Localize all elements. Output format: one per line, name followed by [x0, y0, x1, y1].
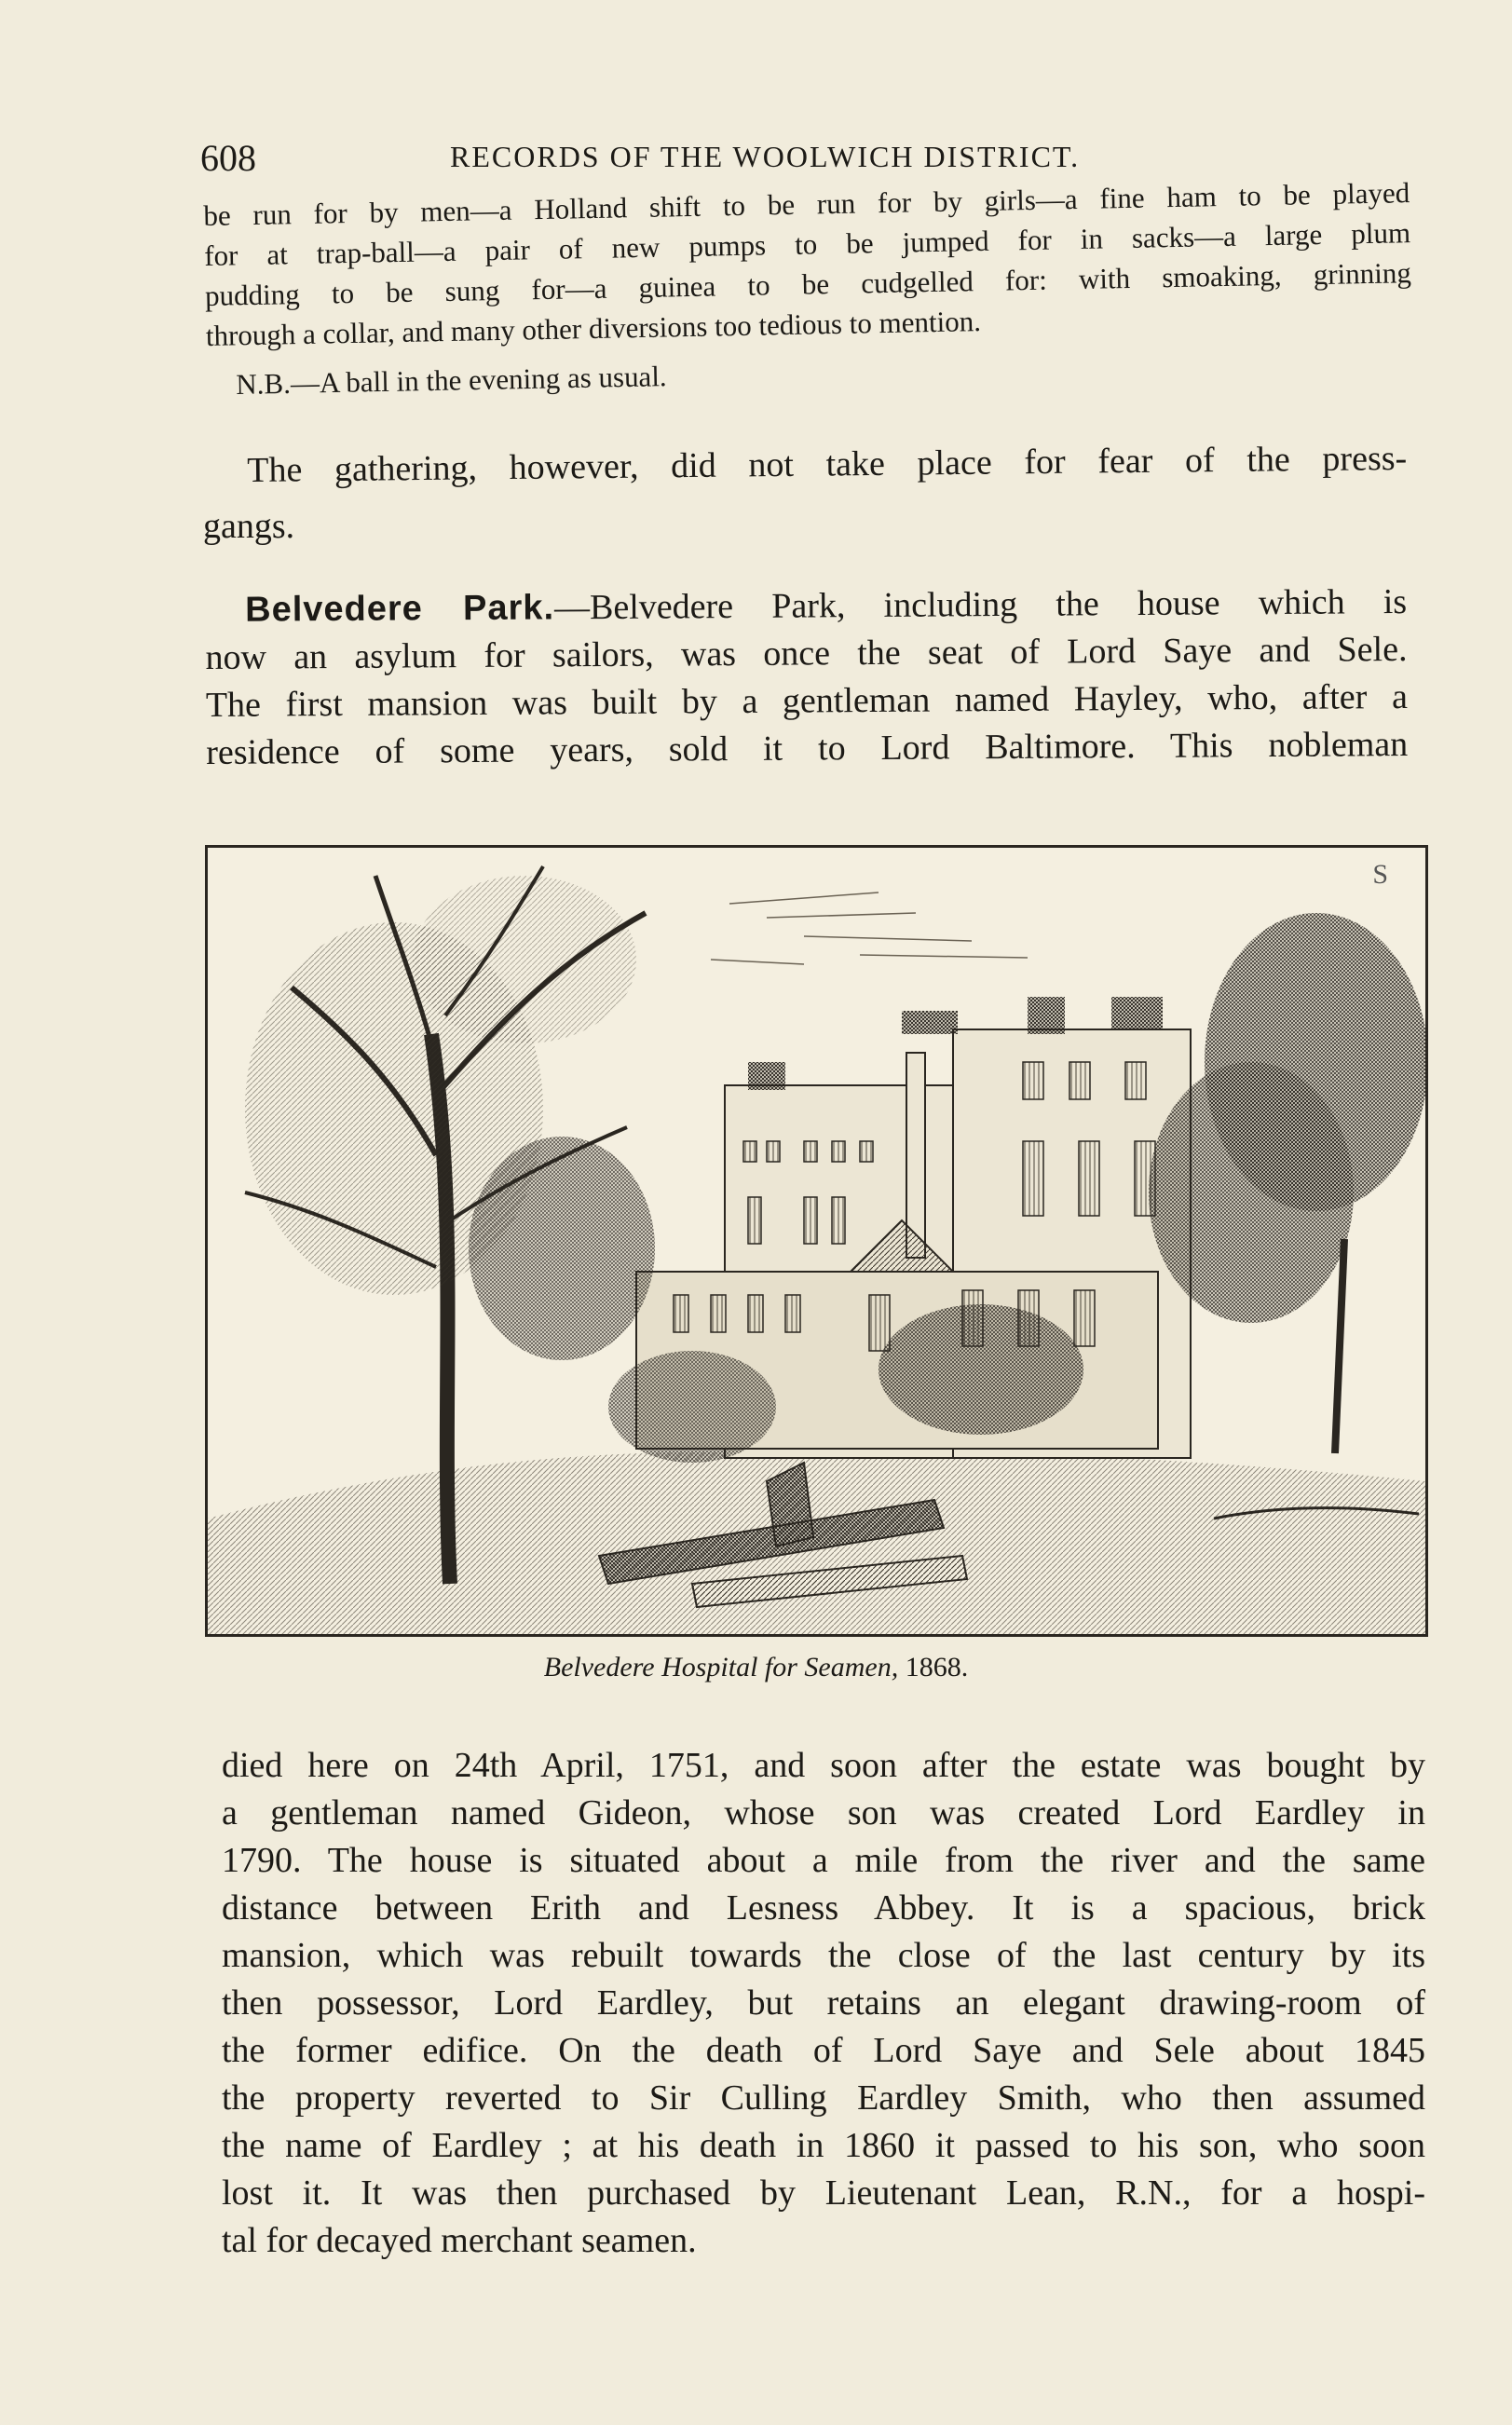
advertisement-line: through a collar, and many other diversions too tedious to mention.	[205, 305, 982, 352]
engraving-illustration	[208, 848, 1425, 1634]
paragraph-line: a gentleman named Gideon, whose son was created Lord Eardley in	[222, 1793, 1425, 1832]
paragraph-line: lost it. It was then purchased by Lieutenant Lean, R.N., for a hospi-	[222, 2173, 1425, 2213]
paragraph-line: The gathering, however, did not take place for fear of the press-	[247, 438, 1408, 490]
paragraph-line: then possessor, Lord Eardley, but retains an elegant drawing-room of	[222, 1983, 1425, 2023]
caption-title: Belvedere Hospital for Seamen,	[543, 1652, 899, 1683]
advertisement-line: for at trap-ball—a pair of new pumps to be jumped for in sacks—a large plum	[203, 216, 1411, 272]
paragraph-belvedere	[205, 579, 1408, 777]
paragraph-line: the name of Eardley ; at his death in 1860 it passed to his son, who soon	[222, 2126, 1425, 2165]
section-lead: Belvedere Park.	[245, 588, 555, 630]
paragraph-line: residence of some years, sold it to Lord Baltimore. This nobleman	[206, 724, 1409, 772]
paragraph-first-line	[205, 579, 1407, 634]
sky-hatching	[711, 892, 1028, 964]
paragraph-line: tal for decayed merchant seamen.	[222, 2221, 697, 2260]
figure-corner-mark: S	[1372, 859, 1388, 890]
figure-caption	[0, 1652, 1512, 1683]
paragraph-line: 1790. The house is situated about a mile from the river and the same	[222, 1841, 1425, 1880]
paragraph-line: The first mansion was built by a gentleman named Hayley, who, after a	[205, 676, 1409, 725]
paragraph-line: the property reverted to Sir Culling Eardley Smith, who then assumed	[222, 2078, 1425, 2118]
advertisement-line: pudding to be sung for—a guinea to be cudgelled for: with smoaking, grinning	[204, 256, 1412, 312]
paragraph-line: distance between Erith and Lesness Abbey. It is a spacious, brick	[222, 1888, 1425, 1928]
paragraph-line: gangs.	[203, 507, 295, 546]
nb-note: N.B.—A ball in the evening as usual.	[236, 360, 667, 401]
page-header	[200, 136, 1160, 183]
paragraph-gathering-end	[203, 503, 576, 551]
paragraph-line: died here on 24th April, 1751, and soon after the estate was bought by	[222, 1746, 1425, 1785]
page-number: 608	[200, 137, 256, 179]
running-title: RECORDS OF THE WOOLWICH DISTRICT.	[450, 140, 1081, 173]
paragraph-continued	[222, 1742, 1425, 2265]
paragraph-line: the former edifice. On the death of Lord Saye and Sele about 1845	[222, 2031, 1425, 2070]
paragraph-line: mansion, which was rebuilt towards the close of the last century by its	[222, 1936, 1425, 1975]
advertisement-line: be run for by men—a Holland shift to be run for by girls—a fine ham to be played	[203, 176, 1410, 232]
first-line-rest: —Belvedere Park, including the house which is	[553, 581, 1408, 628]
paragraph-line: now an asylum for sailors, was once the seat of Lord Saye and Sele.	[205, 629, 1408, 677]
caption-year: 1868.	[898, 1652, 969, 1683]
engraving-figure	[205, 845, 1428, 1637]
paragraph-gathering	[247, 435, 1407, 495]
advertisement-text	[203, 172, 1412, 356]
